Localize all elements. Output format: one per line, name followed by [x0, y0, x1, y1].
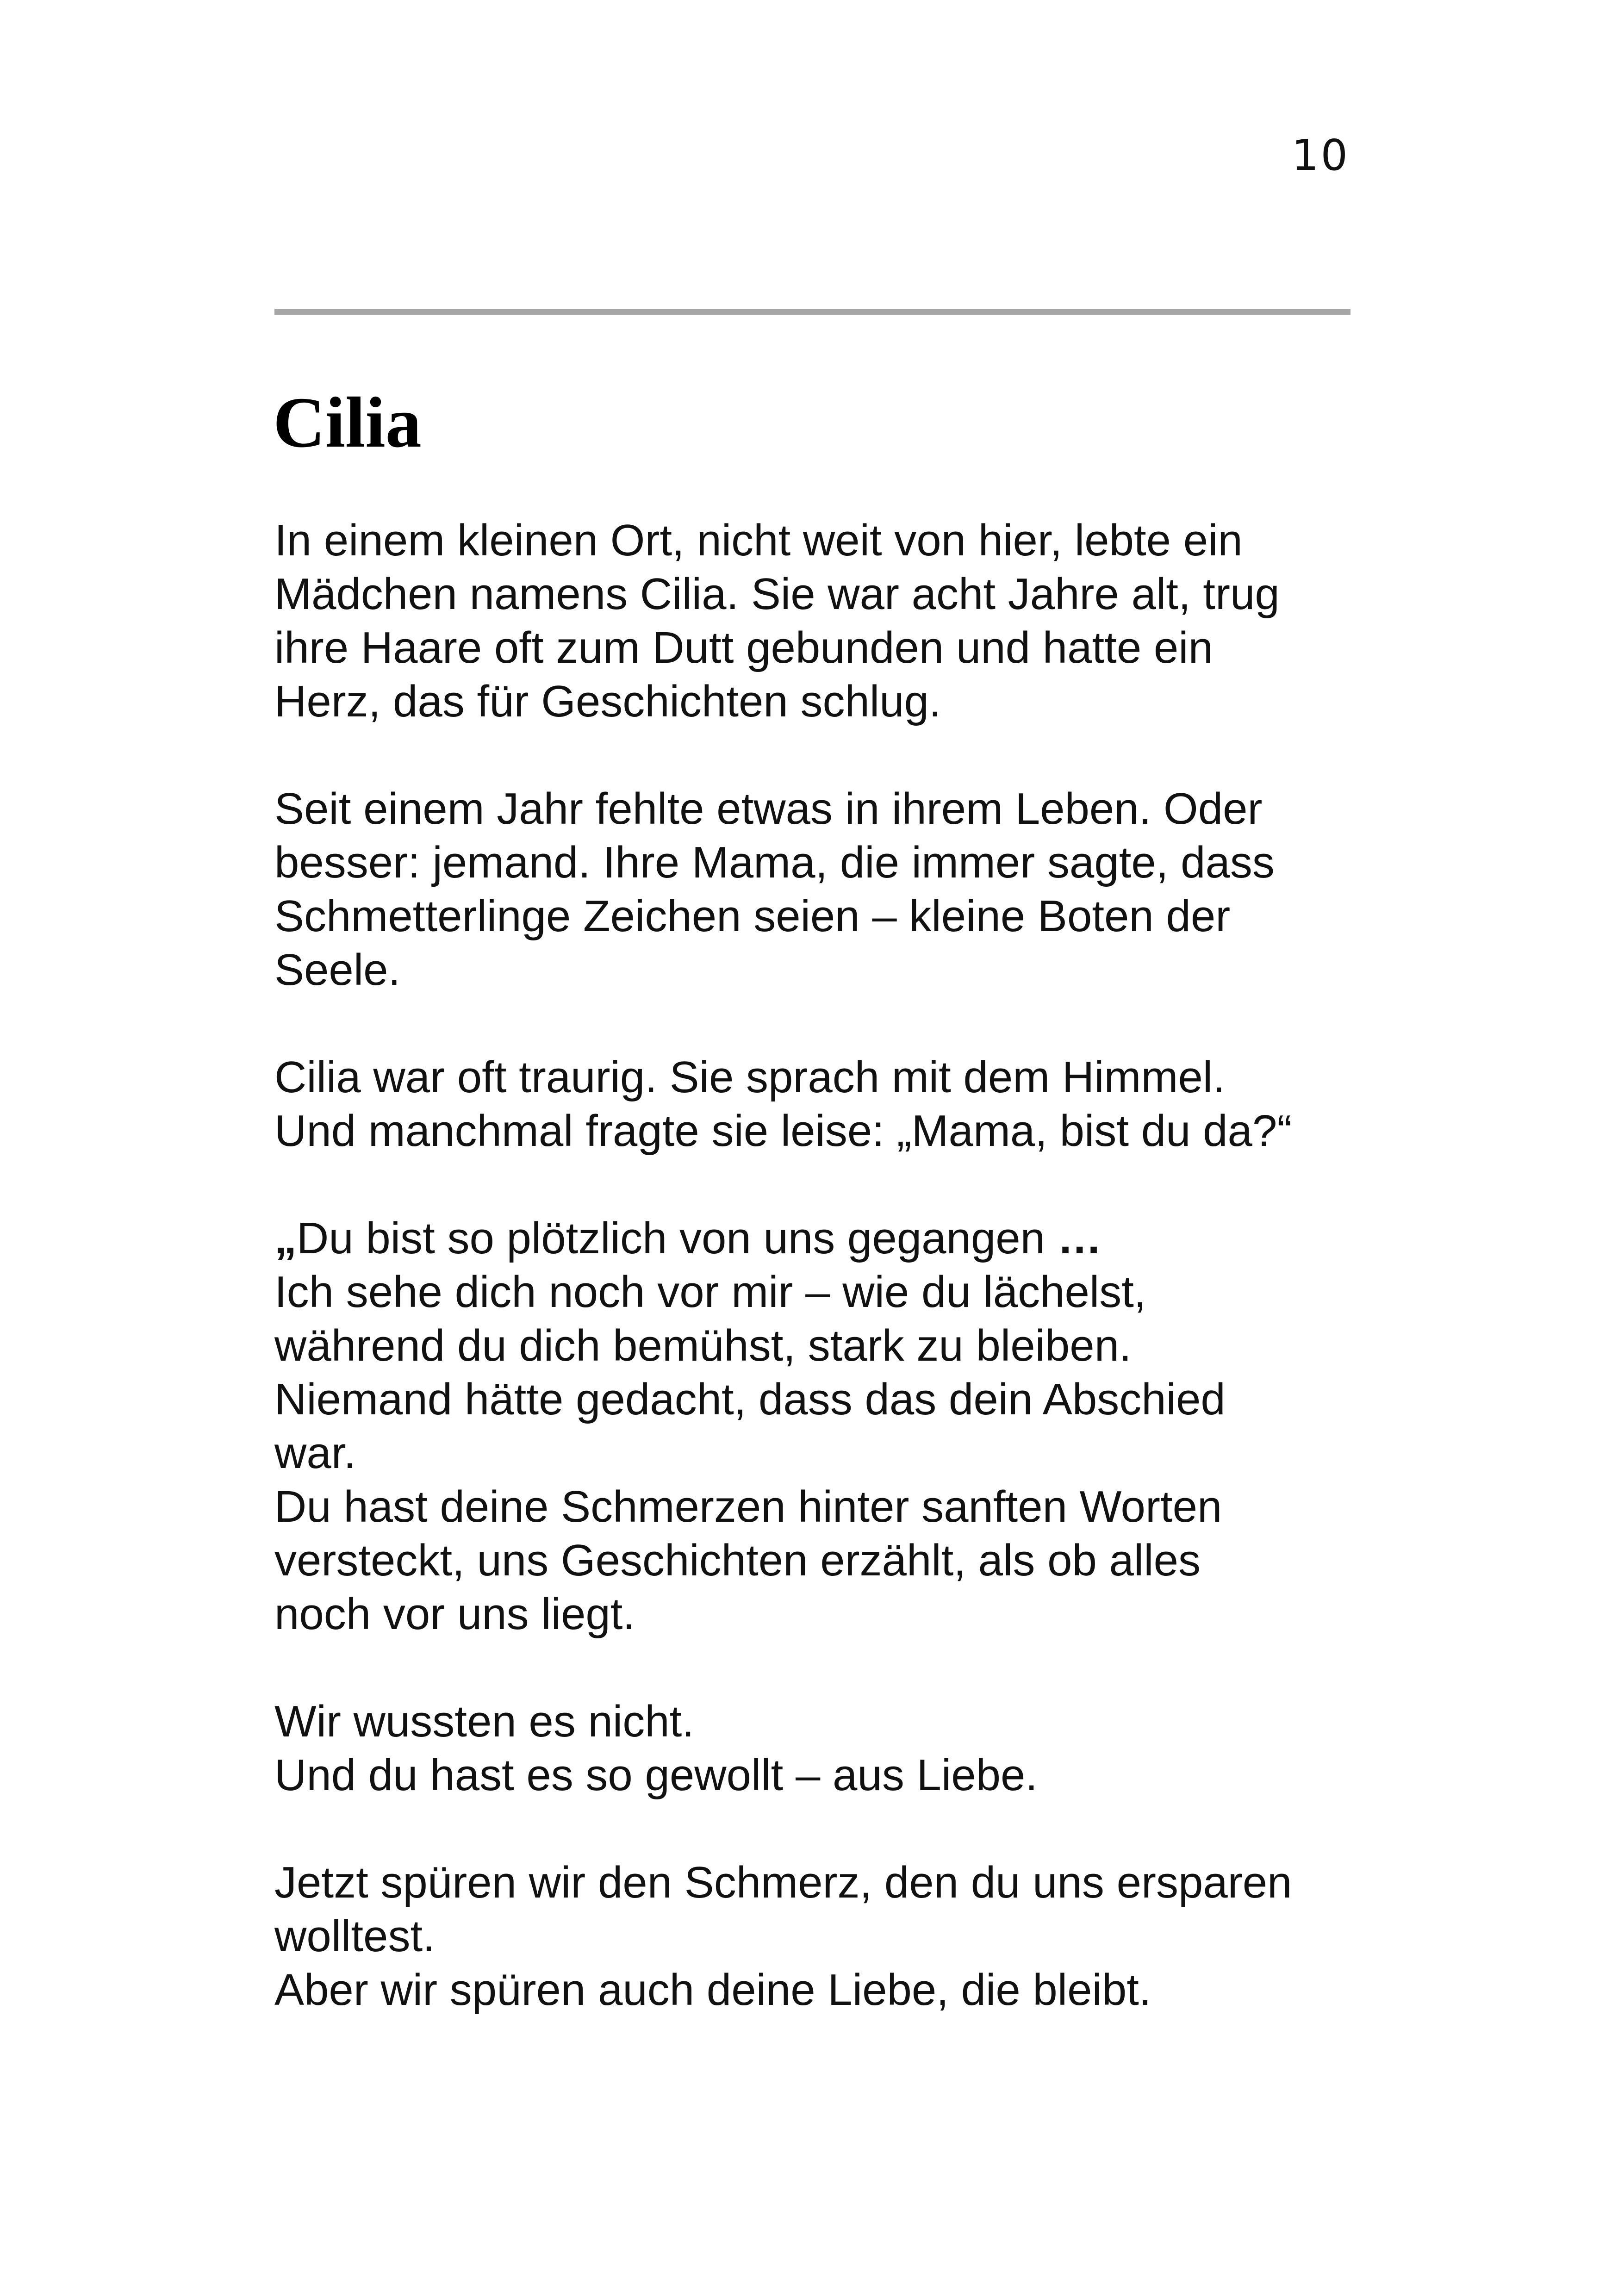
paragraph: [274, 1856, 1357, 2017]
paragraph: [274, 514, 1357, 728]
text-line: Ich sehe dich noch vor mir – wie du lächelst,: [274, 1267, 1146, 1317]
page-title: Cilia: [273, 382, 422, 462]
header-divider: [274, 309, 1350, 315]
text-line: Mädchen namens Cilia. Sie war acht Jahre alt, trug: [274, 569, 1280, 619]
opening-quote-mark: „: [274, 1213, 297, 1263]
text-line: Seele.: [274, 945, 401, 995]
text-line: noch vor uns liegt.: [274, 1589, 635, 1639]
paragraph: [274, 782, 1357, 997]
text-line: Seit einem Jahr fehlte etwas in ihrem Leben. Oder: [274, 784, 1263, 834]
text-line: Und du hast es so gewollt – aus Liebe.: [274, 1750, 1038, 1800]
ellipsis: …: [1057, 1213, 1102, 1263]
text-line: Herz, das für Geschichten schlug.: [274, 677, 941, 726]
paragraph: [274, 1051, 1357, 1158]
text-line: Jetzt spüren wir den Schmerz, den du uns ersparen: [274, 1858, 1292, 1907]
text-line: Aber wir spüren auch deine Liebe, die bleibt.: [274, 1965, 1151, 2015]
text-line: Wir wussten es nicht.: [274, 1697, 694, 1746]
quote-paragraph: [274, 1212, 1357, 1641]
story-text: [274, 514, 1357, 2017]
text-line: In einem kleinen Ort, nicht weit von hier, lebte ein: [274, 516, 1243, 565]
page-number: 10: [1291, 131, 1350, 180]
text-line: während du dich bemühst, stark zu bleiben.: [274, 1321, 1132, 1370]
text-line: wolltest.: [274, 1911, 435, 1961]
paragraph: [274, 1695, 1357, 1802]
quote-first-line-text: Du bist so plötzlich von uns gegangen: [297, 1213, 1058, 1263]
text-line: Schmetterlinge Zeichen seien – kleine Boten der: [274, 891, 1231, 941]
text-line: war.: [274, 1428, 356, 1478]
text-line: ihre Haare oft zum Dutt gebunden und hatte ein: [274, 623, 1213, 672]
text-line: Niemand hätte gedacht, dass das dein Abschied: [274, 1375, 1226, 1424]
text-line: Du hast deine Schmerzen hinter sanften Worten: [274, 1482, 1222, 1531]
text-line: versteckt, uns Geschichten erzählt, als ob alles: [274, 1536, 1201, 1585]
text-line: besser: jemand. Ihre Mama, die immer sagte, dass: [274, 838, 1275, 887]
text-line: Und manchmal fragte sie leise: „Mama, bist du da?“: [274, 1106, 1292, 1156]
text-line: Cilia war oft traurig. Sie sprach mit dem Himmel.: [274, 1052, 1225, 1102]
quote-first-line: [274, 1212, 1357, 1265]
